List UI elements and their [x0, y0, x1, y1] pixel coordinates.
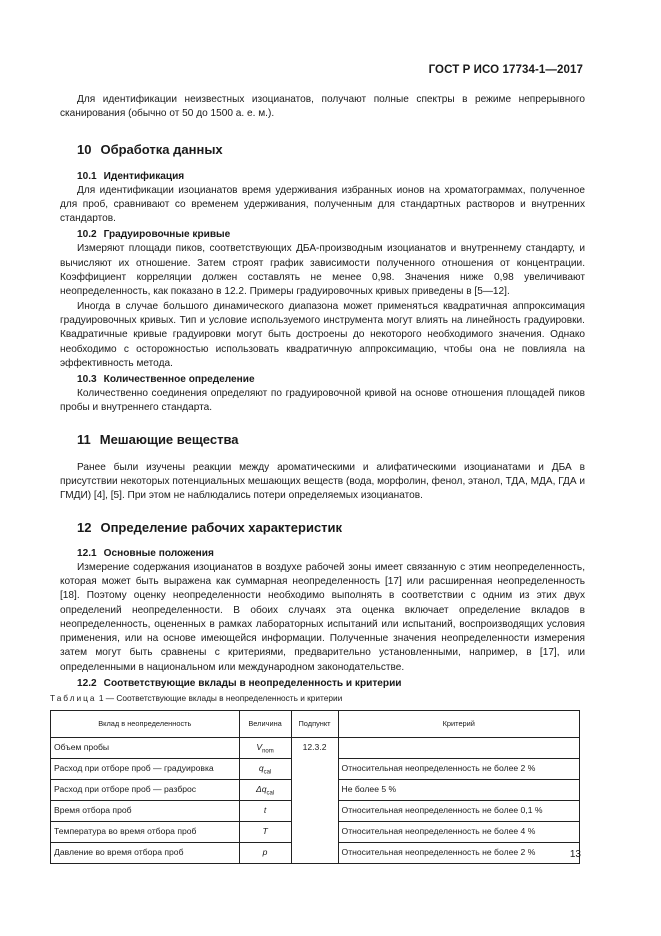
symbol: t: [263, 805, 267, 816]
subsection-12-2-heading: [60, 678, 585, 689]
table-cell: 12.3.2: [291, 738, 338, 864]
table-cell: Давление во время отбора проб: [51, 843, 240, 864]
table-caption-prefix: Таблица: [50, 693, 97, 704]
section-number: 10: [77, 141, 92, 157]
subsection-number: 10.1: [77, 170, 97, 182]
symbol-subscript: cal: [263, 769, 272, 776]
paragraph: Измерение содержания изоцианатов в воздухе рабочей зоны имеет связанную с этим неопределенность, которая может быть выражена как суммарная неопределенность [17] или расширенная неопределенность [18]. Поэтому оценку неопределенности необходимо выполнять в соответствии с одним из этих двух определений неопределенности. В обоих случаях эта оценка включает определение вкладов в неопределенность, оцененных в рамках лабораторных испытаний или испытаний, воспроизводящих условия применения, или на основе имеющейся информации. Полученные значения неопределенности измерения затем могут быть сравнены с критериями, предварительно установленными, например, в [17], или определенными в национальном или международном законодательстве.: [60, 561, 585, 673]
symbol: T: [262, 826, 268, 837]
table-cell: Объем пробы: [51, 738, 240, 759]
table-cell: Расход при отборе проб — разброс: [51, 780, 240, 801]
paragraph: Иногда в случае большого динамического диапазона может применяться квадратичная аппроксимация градуировочных кривых. Тип и условие используемого инструмента могут влиять на линейность градуировки. Квадратичные кривые градуировки могут быть достроены до некоторого необходимого значения. Однако необходимо с осторожностью использовать квадратичную аппроксимацию, чтобы она не повлияла на эффективность метода.: [60, 300, 585, 369]
table-cell: [239, 738, 291, 759]
table-cell: Относительная неопределенность не более 2 %: [338, 759, 579, 780]
intro-paragraph: Для идентификации неизвестных изоцианатов, получают полные спектры в режиме непрерывного сканирования (обычно от 50 до 1500 а. е. м.).: [60, 94, 585, 120]
table-cell: [239, 801, 291, 822]
table-cell: Расход при отборе проб — градуировка: [51, 759, 240, 780]
section-10-heading: [60, 142, 585, 157]
section-11-heading: [60, 432, 585, 447]
document-header: ГОСТ Р ИСО 17734-1—2017: [428, 64, 583, 76]
uncertainty-table: [50, 710, 580, 864]
paragraph: Ранее были изучены реакции между ароматическими и алифатическими изоцианатами и ДБА в присутствии некоторых потенциальных мешающих веществ (вода, морфолин, фенол, этанол, ТДА, МДА, ГДА и ГМДИ) [4], [5]. При этом не наблюдались потери определяемых изоцианатов.: [60, 461, 585, 502]
subsection-10-3-heading: [60, 374, 585, 385]
subsection-title: Основные положения: [103, 547, 214, 559]
symbol: Δq: [255, 784, 267, 795]
symbol-subscript: nom: [262, 748, 274, 755]
table-cell: [239, 780, 291, 801]
table-caption: [50, 693, 585, 704]
column-header: Вклад в неопределенность: [51, 711, 240, 738]
table-cell: [239, 759, 291, 780]
paragraph: Количественно соединения определяют по градуировочной кривой на основе отношения площадей пиков пробы и внутреннего стандарта.: [60, 388, 585, 414]
table-cell: Относительная неопределенность не более 0,1 %: [338, 801, 579, 822]
table-cell: Относительная неопределенность не более 2 %: [338, 843, 579, 864]
section-number: 12: [77, 519, 92, 535]
section-number: 11: [77, 431, 91, 447]
table-cell: [239, 822, 291, 843]
subsection-number: 12.1: [77, 547, 97, 559]
table-cell: [239, 843, 291, 864]
section-title: Обработка данных: [100, 141, 223, 157]
paragraph: Для идентификации изоцианатов время удерживания избранных ионов на хроматограммах, полученное для проб, сравнивают со временем удерживания, полученным для стандартных растворов и внутренних стандартов.: [60, 184, 585, 225]
subsection-title: Идентификация: [103, 170, 185, 182]
section-title: Определение рабочих характеристик: [100, 519, 343, 535]
table-cell: Время отбора проб: [51, 801, 240, 822]
table-header-row: [51, 711, 580, 738]
subsection-title: Количественное определение: [103, 374, 255, 386]
symbol: q: [258, 763, 264, 774]
subsection-12-1-heading: [60, 548, 585, 559]
table-cell: Не более 5 %: [338, 780, 579, 801]
table-caption-text: 1 — Соответствующие вклады в неопределенность и критерии: [96, 693, 343, 704]
table-cell: Температура во время отбора проб: [51, 822, 240, 843]
subsection-number: 10.2: [77, 229, 97, 241]
paragraph: Измеряют площади пиков, соответствующих ДБА-производным изоцианатов и внутреннему стандарту, и вычисляют их отношение. Затем строят график зависимости полученного отношения от концентрации. Коэффициент корреляции должен составлять не менее 0,98. Значения ниже 0,98 увеличивают неопределенность, как показано в 12.2. Примеры градуировочных кривых приведены в [5—12].: [60, 243, 585, 298]
table-row: [51, 738, 580, 759]
subsection-title: Градуировочные кривые: [103, 229, 231, 241]
subsection-number: 10.3: [77, 374, 97, 386]
column-header: Величина: [239, 711, 291, 738]
symbol: p: [262, 847, 268, 858]
column-header: Критерий: [338, 711, 579, 738]
symbol-subscript: cal: [266, 790, 275, 797]
document-body: [50, 93, 585, 864]
table-cell: Относительная неопределенность не более 4 %: [338, 822, 579, 843]
section-12-heading: [60, 520, 585, 535]
section-title: Мешающие вещества: [99, 431, 239, 447]
symbol: V: [256, 742, 263, 753]
page-number: 13: [569, 849, 581, 860]
subsection-number: 12.2: [77, 678, 97, 690]
column-header: Подпункт: [291, 711, 338, 738]
subsection-10-1-heading: [60, 171, 585, 182]
table-cell: [338, 738, 579, 759]
subsection-title: Соответствующие вклады в неопределенность и критерии: [103, 678, 402, 690]
subsection-10-2-heading: [60, 229, 585, 240]
